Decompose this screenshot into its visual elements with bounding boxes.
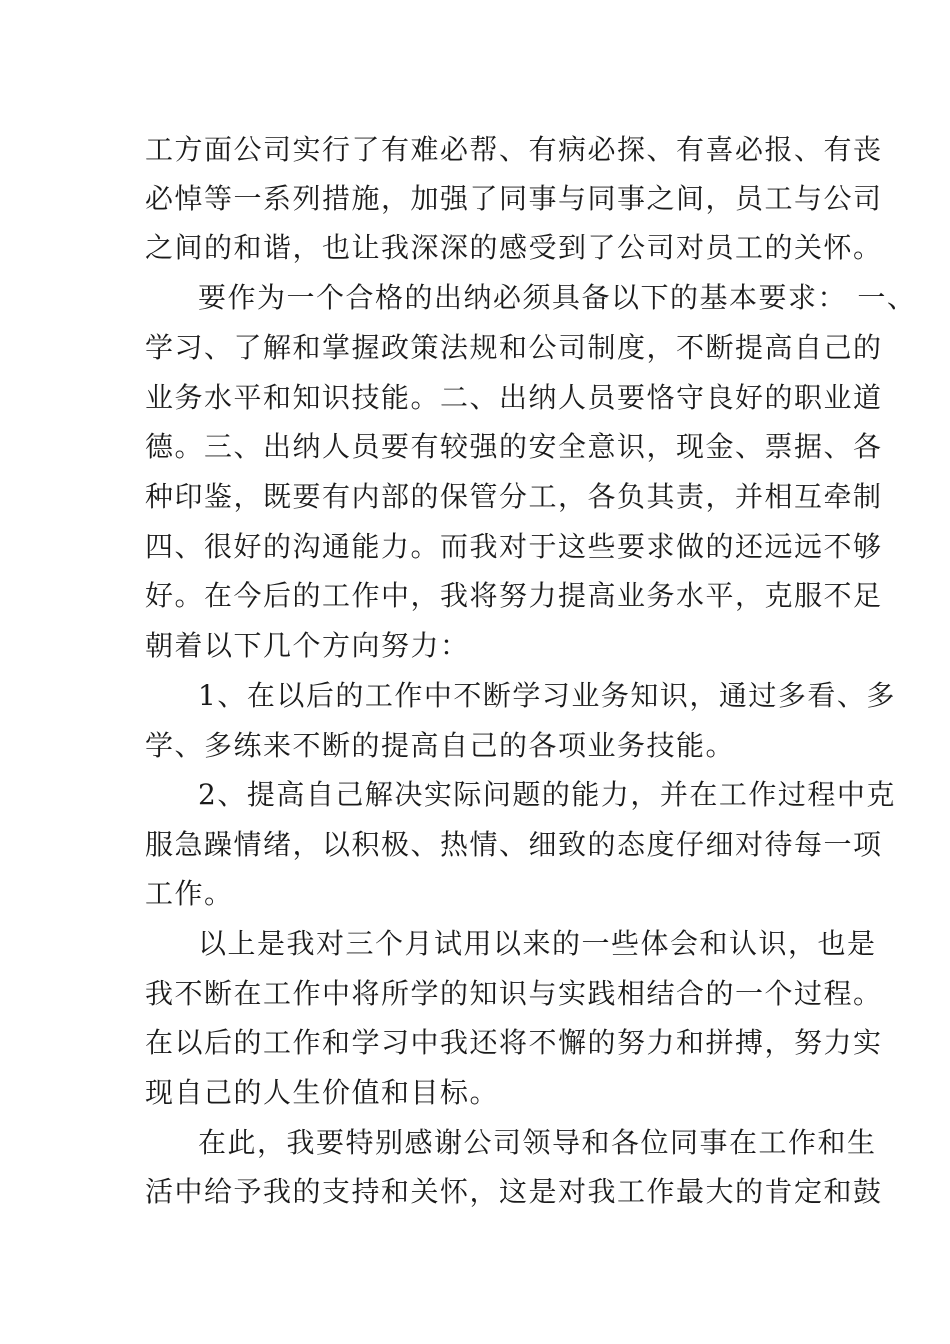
text-line: 德。三、出纳人员要有较强的安全意识，现金、票据、各 bbox=[145, 430, 883, 463]
text-line: 活中给予我的支持和关怀，这是对我工作最大的肯定和鼓 bbox=[145, 1175, 883, 1208]
text-line: 学习、了解和掌握政策法规和公司制度，不断提高自己的 bbox=[145, 331, 883, 364]
text-line: 在以后的工作和学习中我还将不懈的努力和拼搏，努力实 bbox=[145, 1026, 883, 1059]
text-line: 工方面公司实行了有难必帮、有病必探、有喜必报、有丧 bbox=[145, 133, 883, 166]
paragraph-first-line: 以上是我对三个月试用以来的一些体会和认识，也是 bbox=[198, 927, 877, 960]
text-line: 现自己的人生价值和目标。 bbox=[145, 1076, 500, 1109]
paragraph-first-line: 要作为一个合格的出纳必须具备以下的基本要求： 一、 bbox=[198, 281, 917, 314]
text-line: 我不断在工作中将所学的知识与实践相结合的一个过程。 bbox=[145, 977, 883, 1010]
text-line: 好。在今后的工作中，我将努力提高业务水平，克服不足 bbox=[145, 579, 883, 612]
paragraph-first-line: 在此，我要特别感谢公司领导和各位同事在工作和生 bbox=[198, 1126, 877, 1159]
text-line: 朝着以下几个方向努力： bbox=[145, 629, 470, 662]
text-line: 必悼等一系列措施，加强了同事与同事之间，员工与公司 bbox=[145, 182, 883, 215]
text-line: 服急躁情绪，以积极、热情、细致的态度仔细对待每一项 bbox=[145, 828, 883, 861]
paragraph-first-line: 2、提高自己解决实际问题的能力，并在工作过程中克 bbox=[198, 778, 896, 811]
paragraph-first-line: 1、在以后的工作中不断学习业务知识，通过多看、多 bbox=[198, 679, 896, 712]
text-line: 学、多练来不断的提高自己的各项业务技能。 bbox=[145, 729, 736, 762]
text-line: 工作。 bbox=[145, 877, 234, 910]
text-line: 四、很好的沟通能力。而我对于这些要求做的还远远不够 bbox=[145, 530, 883, 563]
text-line: 之间的和谐，也让我深深的感受到了公司对员工的关怀。 bbox=[145, 231, 883, 264]
text-line: 业务水平和知识技能。二、出纳人员要恪守良好的职业道 bbox=[145, 381, 883, 414]
text-line: 种印鉴，既要有内部的保管分工，各负其责，并相互牵制 bbox=[145, 480, 883, 513]
